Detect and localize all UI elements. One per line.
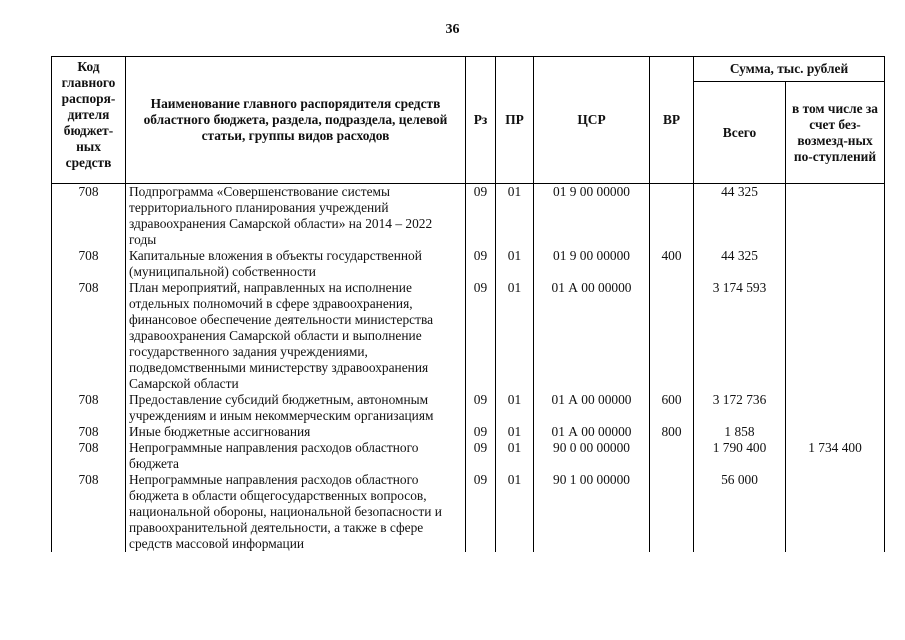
- cell-pr: 01: [496, 280, 534, 392]
- cell-pr: 01: [496, 472, 534, 552]
- cell-code: 708: [52, 184, 126, 249]
- table-row: [52, 472, 885, 552]
- cell-rz: 09: [466, 184, 496, 249]
- header-sum: Сумма, тыс. рублей: [694, 57, 885, 82]
- cell-csr: 01 А 00 00000: [534, 424, 650, 440]
- cell-name: Капитальные вложения в объекты государственной (муниципальной) собственности: [126, 248, 466, 280]
- cell-csr: 01 А 00 00000: [534, 280, 650, 392]
- cell-incl: [786, 248, 885, 280]
- cell-total: 1 858: [694, 424, 786, 440]
- table-row: [52, 184, 885, 249]
- cell-rz: 09: [466, 392, 496, 424]
- cell-total: 3 174 593: [694, 280, 786, 392]
- cell-total: 44 325: [694, 184, 786, 249]
- table-body: [52, 184, 885, 553]
- cell-name: Непрограммные направления расходов областного бюджета: [126, 440, 466, 472]
- cell-code: 708: [52, 440, 126, 472]
- cell-vr: [650, 472, 694, 552]
- cell-code: 708: [52, 280, 126, 392]
- cell-total: 1 790 400: [694, 440, 786, 472]
- table-row: [52, 248, 885, 280]
- cell-rz: 09: [466, 440, 496, 472]
- cell-code: 708: [52, 248, 126, 280]
- cell-incl: [786, 280, 885, 392]
- cell-csr: 90 1 00 00000: [534, 472, 650, 552]
- cell-rz: 09: [466, 424, 496, 440]
- budget-table: [51, 56, 885, 552]
- cell-name: Подпрограмма «Совершенствование системы территориального планирования учреждений здравоохранения Самарской области» на 2014 – 2022 годы: [126, 184, 466, 249]
- cell-pr: 01: [496, 184, 534, 249]
- table-row: [52, 424, 885, 440]
- cell-csr: 01 А 00 00000: [534, 392, 650, 424]
- header-total: Всего: [694, 82, 786, 184]
- cell-pr: 01: [496, 248, 534, 280]
- cell-csr: 01 9 00 00000: [534, 248, 650, 280]
- page-number: 36: [445, 22, 460, 37]
- cell-total: 44 325: [694, 248, 786, 280]
- table-row: [52, 392, 885, 424]
- cell-csr: 90 0 00 00000: [534, 440, 650, 472]
- cell-csr: 01 9 00 00000: [534, 184, 650, 249]
- cell-name: Предоставление субсидий бюджетным, автономным учреждениям и иным некоммерческим организациям: [126, 392, 466, 424]
- header-csr: ЦСР: [534, 57, 650, 184]
- cell-pr: 01: [496, 392, 534, 424]
- cell-name: Иные бюджетные ассигнования: [126, 424, 466, 440]
- cell-incl: [786, 472, 885, 552]
- cell-name: План мероприятий, направленных на исполнение отдельных полномочий в сфере здравоохранения, финансовое обеспечение деятельности министерства здравоохранения Самарской области и выполнение государственного задания учреждениями, подведомственными министерству здравоохранения Самарской области: [126, 280, 466, 392]
- cell-incl: 1 734 400: [786, 440, 885, 472]
- header-code: Код главного распоря-дителя бюджет-ных средств: [52, 57, 126, 184]
- header-pr: ПР: [496, 57, 534, 184]
- table-row: [52, 280, 885, 392]
- cell-rz: 09: [466, 472, 496, 552]
- cell-incl: [786, 424, 885, 440]
- cell-code: 708: [52, 424, 126, 440]
- header-incl: в том числе за счет без-возмезд-ных по-ступлений: [786, 82, 885, 184]
- header-rz: Рз: [466, 57, 496, 184]
- cell-code: 708: [52, 472, 126, 552]
- cell-code: 708: [52, 392, 126, 424]
- table-row: [52, 440, 885, 472]
- header-name: Наименование главного распорядителя средств областного бюджета, раздела, подраздела, целевой статьи, группы видов расходов: [126, 57, 466, 184]
- header-vr: ВР: [650, 57, 694, 184]
- cell-pr: 01: [496, 440, 534, 472]
- cell-rz: 09: [466, 280, 496, 392]
- cell-pr: 01: [496, 424, 534, 440]
- cell-vr: [650, 184, 694, 249]
- cell-total: 56 000: [694, 472, 786, 552]
- cell-vr: 800: [650, 424, 694, 440]
- cell-vr: [650, 280, 694, 392]
- cell-name: Непрограммные направления расходов областного бюджета в области общегосударственных вопросов, национальной обороны, национальной безопасности и правоохранительной деятельности, а также в сфере средств массовой информации: [126, 472, 466, 552]
- cell-incl: [786, 184, 885, 249]
- cell-vr: 400: [650, 248, 694, 280]
- cell-incl: [786, 392, 885, 424]
- cell-vr: 600: [650, 392, 694, 424]
- cell-vr: [650, 440, 694, 472]
- cell-rz: 09: [466, 248, 496, 280]
- cell-total: 3 172 736: [694, 392, 786, 424]
